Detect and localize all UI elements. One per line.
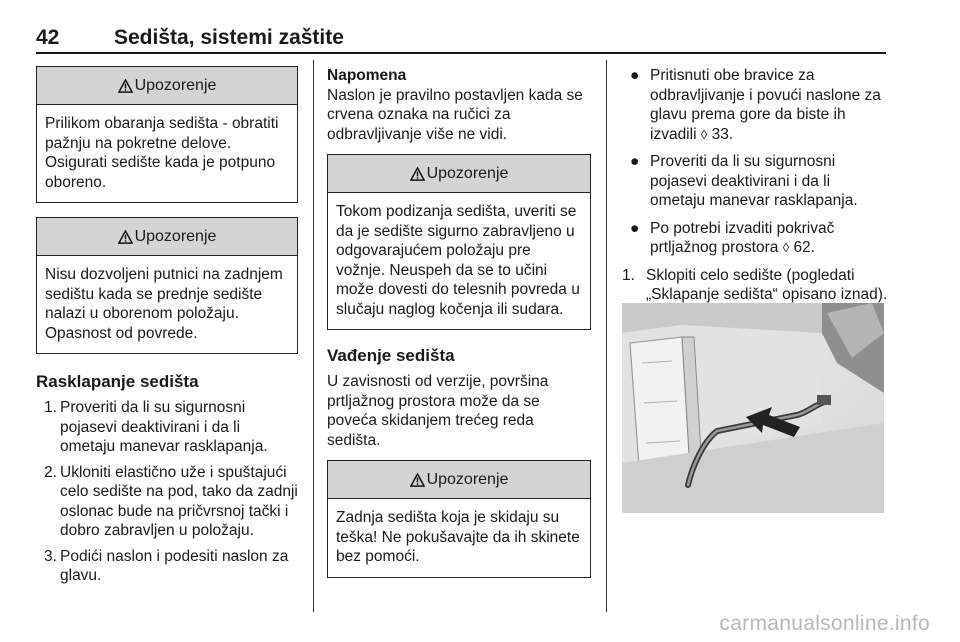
warning-box: [327, 154, 591, 330]
step-number: 2.: [44, 463, 57, 481]
step-text: Podići naslon i podesiti naslon za glavu.: [60, 547, 289, 584]
warning-header: [328, 155, 590, 193]
list-item: [618, 152, 888, 211]
bullet-list: [618, 66, 888, 258]
warning-header: [37, 67, 297, 105]
page-reference-icon: ◊: [782, 240, 790, 255]
warning-heading: Upozorenje: [426, 164, 509, 182]
bullet-text: Proveriti da li su sigurnosni pojasevi deaktivirani i da li ometaju manevar rasklapanja.: [650, 153, 858, 209]
warning-triangle-icon: [118, 79, 133, 93]
page-title: Sedišta, sistemi zaštite: [114, 26, 344, 49]
warning-text: Nisu dozvoljeni putnici na zadnjem sedištu kada se prednje sedište nalazi u oborenom položaju. Opasnost od povrede.: [45, 266, 283, 342]
section-title: Vađenje sedišta: [327, 346, 455, 365]
step-number: 1.: [622, 266, 635, 284]
page-header: [36, 26, 886, 52]
warning-header: [37, 218, 297, 256]
header-rule: [36, 52, 886, 54]
step-number: 3.: [44, 547, 57, 565]
seat-fold-illustration-graphic: [622, 303, 884, 513]
warning-text: Prilikom obaranja sedišta - obratiti pažnju na pokretne delove. Osigurati sedište kada je potpuno oboreno.: [45, 115, 279, 191]
column-divider: [313, 60, 314, 612]
step-text: Ukloniti elastično uže i spuštajući celo sedište na pod, tako da zadnji oslonac bude na pričvrsnoj tački i dobro zabravljen u položaju.: [60, 463, 298, 539]
page-reference[interactable]: 62.: [793, 239, 815, 256]
bullet-icon: ●: [630, 219, 640, 237]
warning-triangle-icon: [410, 473, 425, 487]
steps-list: [36, 398, 298, 586]
section-title: Rasklapanje sedišta: [36, 372, 199, 391]
warning-text: Zadnja sedišta koja je skidaju su teška! Ne pokušavajte da ih skinete bez pomoći.: [336, 509, 580, 565]
bullet-text: Po potrebi izvaditi pokrivač prtljažnog prostora: [650, 219, 835, 256]
page-reference-icon: ◊: [700, 126, 708, 142]
list-item: [618, 219, 888, 258]
warning-header: [328, 461, 590, 499]
seat-fold-illustration: [622, 303, 884, 513]
section-text: U zavisnosti od verzije, površina prtljažnog prostora može da se poveća skidanjem trećeg reda sedišta.: [327, 373, 549, 449]
list-item: [618, 66, 888, 144]
column-1: [36, 66, 298, 592]
warning-heading: Upozorenje: [134, 76, 217, 94]
warning-box: [36, 217, 298, 354]
warning-box: [327, 460, 591, 578]
column-3: [618, 66, 888, 311]
warning-triangle-icon: [118, 230, 133, 244]
warning-triangle-icon: [410, 167, 425, 181]
list-item: [36, 547, 298, 586]
warning-text: Tokom podizanja sedišta, uveriti se da je sedište sigurno zabravljeno u odgovarajućem položaju pre vožnje. Neuspeh da se to učini može dovesti do telesnih povreda u slučaju naglog kočenja ili sudara.: [336, 203, 580, 318]
step-text: Sklopiti celo sedište (pogledati „Sklapanje sedišta“ opisano iznad).: [646, 266, 888, 303]
bullet-text: Pritisnuti obe bravice za odbravljivanje i povući naslone za glavu prema gore da biste ih izvadili: [650, 67, 881, 143]
list-item: [36, 398, 298, 457]
page-number: 42: [36, 26, 60, 49]
note-heading: Napomena: [327, 67, 407, 84]
warning-heading: Upozorenje: [134, 227, 217, 245]
steps-list: [618, 266, 888, 305]
page-reference[interactable]: 33.: [711, 125, 734, 143]
step-text: Proveriti da li su sigurnosni pojasevi deaktivirani i da li ometaju manevar rasklapanja.: [60, 399, 268, 455]
step-number: 1.: [44, 399, 57, 416]
column-divider: [606, 60, 607, 612]
warning-heading: Upozorenje: [426, 470, 509, 488]
warning-box: [36, 66, 298, 203]
note-text: Naslon je pravilno postavljen kada se crvena oznaka na ručici za odbravljivanje više ne vidi.: [327, 86, 583, 143]
bullet-icon: ●: [630, 153, 640, 170]
watermark: carmanualsonline.info: [719, 612, 930, 635]
list-item: [618, 266, 888, 305]
column-2: [327, 66, 591, 586]
list-item: [36, 463, 298, 541]
bullet-icon: ●: [630, 67, 640, 84]
